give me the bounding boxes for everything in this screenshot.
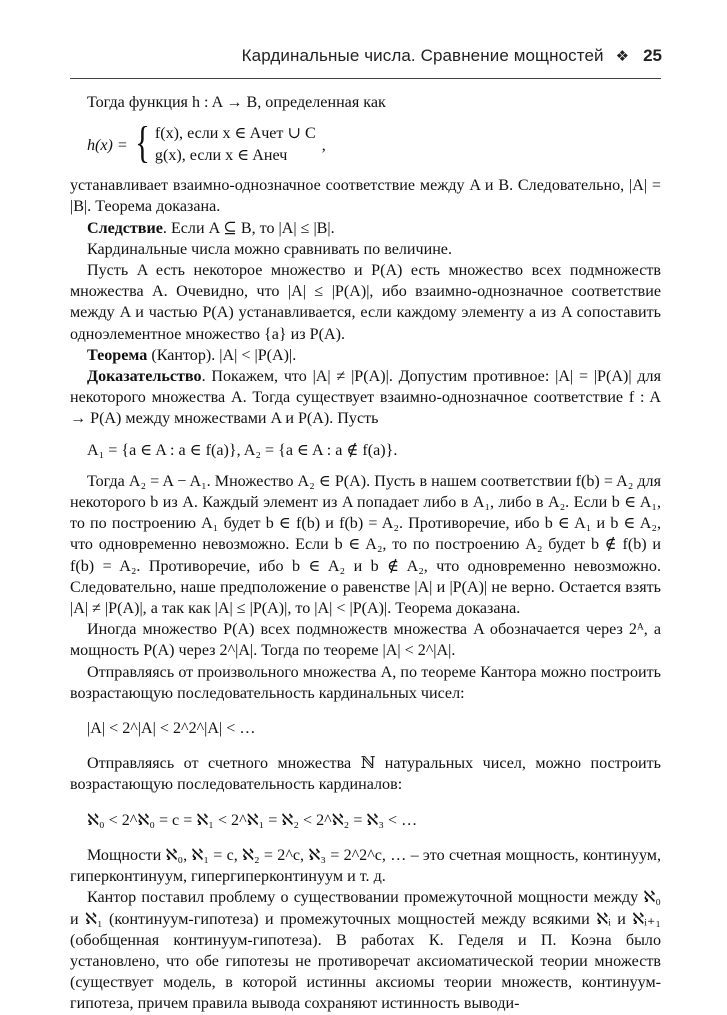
theorem-label: Теорема [87, 346, 148, 364]
running-header [0, 46, 662, 66]
page-body [70, 92, 661, 1015]
header-rule [70, 78, 661, 79]
formula-comma: , [321, 136, 326, 154]
formula-alephs: ℵ₀ < 2^ℵ₀ = c = ℵ₁ < 2^ℵ₁ = ℵ₂ < 2^ℵ₂ = ℵ₃ < … [87, 811, 418, 829]
formula-cases [155, 123, 316, 167]
paragraph: Тогда A₂ = A − A₁. Множество A₂ ∈ P(A). Пусть в нашем соответствии f(b) = A₂ для некоторого b из A. Каждый элемент из A попадает либо в A₁, либо в A₂. Если b ∈ A₁, то по построению A₁ будет b ∈ f(b) и f(b) = A₂. Противоречие, ибо b ∈ A₁ и b ∈ A₂, что одновременно невозможно. Если b ∈ A₂, то по построению A₂ будет b ∉ f(b) и f(b) = A₂. Противоречие, ибо b ∈ A₂ и b ∉ A₂, что одновременно невозможно. Следовательно, наше предположение о равенстве |A| и |P(A)| не верно. Остается взять |A| ≠ |P(A)|, а так как |A| ≤ |P(A)|, то |A| < |P(A)|. Теорема доказана. [70, 472, 661, 618]
paragraph [70, 366, 661, 430]
theorem-text: (Кантор). |A| < |P(A)|. [147, 346, 297, 364]
paragraph: устанавливает взаимно-однозначное соответствие между A и B. Следовательно, |A| = |B|. Теорема доказана. [70, 177, 661, 216]
diamond-ornament-icon: ❖ [615, 48, 630, 65]
proof-text: . Покажем, что |A| ≠ |P(A)|. Допустим противное: |A| = |P(A)| для некоторого множества A. Тогда существует взаимно-однозначное соответствие f : A → P(A) между множествами A и P(A). Пусть [70, 368, 661, 428]
formula-h-definition [87, 118, 661, 169]
chapter-title: Кардинальные числа. Сравнение мощностей [241, 46, 604, 65]
formula-sequence: |A| < 2^|A| < 2^2^|A| < … [87, 720, 256, 738]
paragraph [70, 345, 661, 366]
corollary-text: . Если A ⊆ B, то |A| ≤ |B|. [162, 219, 335, 237]
paragraph: Мощности ℵ₀, ℵ₁ = c, ℵ₂ = 2^c, ℵ₃ = 2^2^c, … – это счетная мощность, континуум, гиперконтинуум, гипергиперконтинуум и т. д. [70, 846, 661, 886]
paragraph: Тогда функция h : A → B, определенная как [87, 94, 386, 111]
formula-case: f(x), если x ∈ Aчет ∪ C [154, 125, 316, 143]
formula-case: g(x), если x ∈ Aнеч [154, 147, 288, 165]
paragraph: Отправляясь от счетного множества ℕ натуральных чисел, можно построить возрастающую последовательность кардиналов: [70, 755, 661, 794]
page-number: 25 [643, 46, 662, 65]
corollary-label: Следствие [87, 219, 163, 237]
paragraph: Пусть A есть некоторое множество и P(A) есть множество всех подмножеств множества A. Очевидно, что |A| ≤ |P(A)|, ибо взаимно-однозначное соответствие между A и частью P(A) устанавливается, если каждому элементу a из A сопоставить одноэлементное множество {a} из P(A). [70, 262, 661, 343]
paragraph: Отправляясь от произвольного множества A, по теореме Кантора можно построить возрастающую последовательность кардинальных чисел: [70, 663, 661, 702]
paragraph: Иногда множество P(A) всех подмножеств множества A обозначается через 2ᴬ, а мощность P(A) через 2^|A|. Тогда по теореме |A| < 2^|A|. [70, 621, 661, 660]
paragraph: Кантор поставил проблему о существовании промежуточной мощности между ℵ₀ и ℵ₁ (континуум-гипотеза) и промежуточных мощностей между всякими ℵᵢ и ℵᵢ₊₁ (обобщенная континуум-гипотеза). В работах К. Геделя и П. Коэна было установлено, что обе гипотезы не противоречат аксиоматической теории множеств (существует модель, в которой истинны аксиомы теории множеств, континуум-гипотеза, причем правила вывода сохраняют истинность выводи- [70, 889, 661, 1013]
paragraph: Кардинальные числа можно сравнивать по величине. [87, 240, 452, 258]
formula-sets: A₁ = {a ∈ A : a ∈ f(a)}, A₂ = {a ∈ A : a ∉ f(a)}. [87, 441, 398, 459]
proof-label: Доказательство [87, 368, 202, 386]
left-brace: { [134, 118, 150, 168]
paragraph [70, 218, 661, 239]
formula-lhs: h(x) = [87, 136, 128, 154]
